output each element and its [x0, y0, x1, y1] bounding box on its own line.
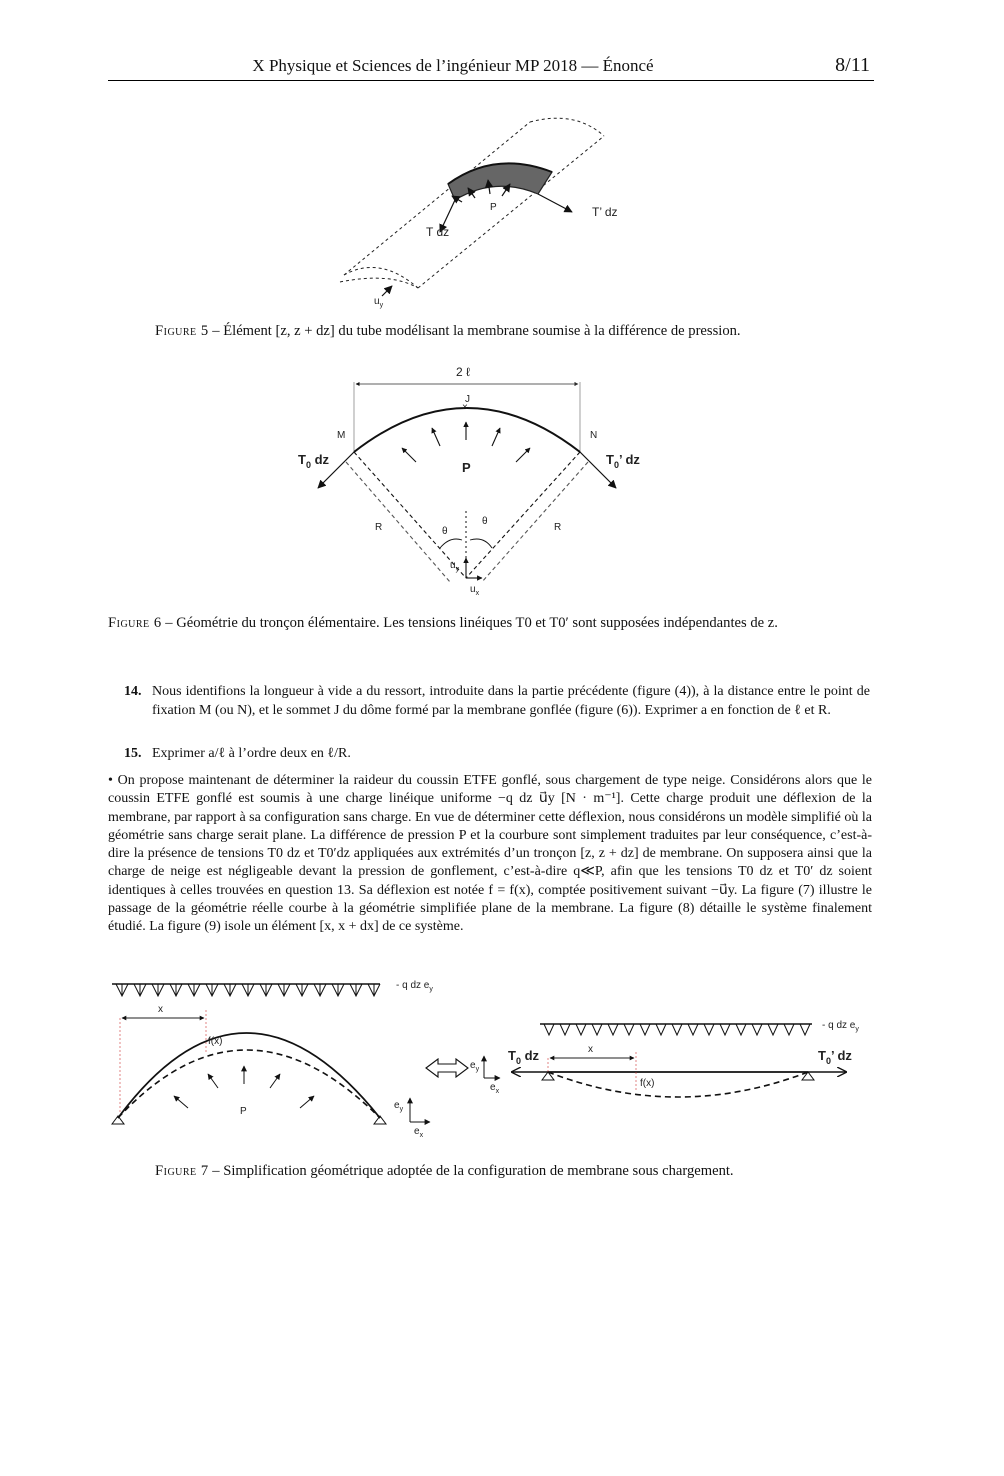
fig7-curved-membrane [118, 1033, 380, 1118]
fig6-P-label: P [462, 460, 471, 475]
fig6-T0p-suffix: ’ dz [618, 452, 640, 467]
fig7-load-left-sub: y [429, 986, 433, 993]
figure-7-caption-text: – Simplification géométrique adoptée de la configuration de membrane sous chargement. [208, 1163, 734, 1179]
svg-text:×: × [462, 402, 468, 413]
question-15-number: 15. [124, 746, 142, 761]
fig7-fx-right-label: f(x) [640, 1078, 655, 1089]
fig7-ey-mid-sub: y [475, 1066, 480, 1073]
fig6-N-label: N [590, 430, 598, 441]
fig7-T0p-sub: 0 [825, 1056, 831, 1066]
fig6-T0p-label: T [606, 452, 614, 467]
svg-text:uy [374, 296, 384, 309]
svg-text:ey [394, 1100, 404, 1113]
fig7-fx-left-label: f(x) [208, 1036, 223, 1047]
figure-6 [290, 360, 670, 600]
svg-text:- q dz ey [396, 980, 433, 993]
fig7-ex-mid-label: e [490, 1082, 496, 1093]
body-paragraph: • On propose maintenant de déterminer la raideur du coussin ETFE gonflé, sous chargement de type neige. Considérons alors que le coussin ETFE gonflé est soumis à une charge linéique uniforme −q dz u⃗y [N · m⁻¹]. Cette charge produit une déflexion de la membrane, par rapport à sa configuration sans charge. En vue de déterminer cette déflexion, nous considérons un modèle simplifié où la géométrie sans charge serait plane. La différence de pression P et la courbure sont simplement traduites par leur conséquence, c’est-à-dire la présence de tensions T0 dz et T0′dz appliquées aux extrémités d’un tronçon [z, z + dz] de membrane. On supposera ainsi que la charge de neige est négligeable devant la pression de gonflement, c’est-à-dire q≪P, afin que les tensions T0 dz et T0′ dz soient identiques à celles trouvées en question 13. Sa déflexion est notée f = f(x), comptée positivement suivant −u⃗y. La figure (7) illustre le passage de la géométrie réelle courbe à la géométrie simplifiée plane de la membrane. La figure (8) détaille le système finalement étudié. La figure (9) isole un élément [x, x + dx] de ce système. [108, 773, 872, 935]
figure-6-caption-text: – Géométrie du tronçon élémentaire. Les tensions linéiques T0 et T0′ sont supposées indépendantes de z. [161, 615, 778, 631]
fig7-flat-deflection [548, 1072, 808, 1097]
svg-text:T0’ dz [606, 452, 640, 470]
fig6-T0p-sub: 0 [613, 460, 619, 470]
question-14 [124, 682, 870, 742]
header-title: X Physique et Sciences de l’ingénieur MP 2018 — Énoncé [252, 56, 654, 75]
page-number: 8/11 [835, 54, 870, 76]
svg-text:ux [470, 584, 480, 597]
fig6-ux-label: u [470, 584, 476, 595]
fig7-load-right-label: - q dz e [822, 1020, 856, 1031]
fig7-T0p-suffix: ’ dz [830, 1048, 852, 1063]
fig7-deflected-membrane [118, 1050, 380, 1118]
figure-7 [108, 972, 868, 1142]
fig7-load-left-label: - q dz e [396, 980, 430, 991]
svg-text:T0’ dz [818, 1048, 852, 1066]
fig7-x-left-label: x [158, 1004, 163, 1015]
fig7-ey-label: e [394, 1100, 400, 1111]
fig6-uy-sub: y [455, 566, 460, 573]
fig7-ex-label: e [414, 1126, 420, 1137]
figure-5-caption-label: Figure 5 [155, 323, 209, 339]
figure-5-caption-text: – Élément [z, z + dz] du tube modélisant la membrane soumise à la différence de pression. [208, 323, 741, 339]
fig7-load-right-sub: y [855, 1026, 859, 1033]
fig6-T0-label: T [298, 452, 306, 467]
fig6-T0-sub: 0 [305, 460, 311, 470]
fig6-theta-left: θ [442, 526, 448, 537]
fig7-T0-suffix: dz [520, 1048, 540, 1063]
svg-text:ex [490, 1082, 500, 1095]
question-15-text: Exprimer a/ℓ à l’ordre deux en ℓ/R. [152, 746, 351, 761]
fig7-T0-label: T [508, 1048, 516, 1063]
fig5-uy-sub: y [379, 302, 384, 309]
figure-7-caption-label: Figure 7 [155, 1163, 209, 1179]
question-14-number: 14. [124, 684, 142, 699]
fig6-J-label: J [465, 394, 470, 405]
fig6-T0-suffix: dz [310, 452, 330, 467]
fig7-ex-mid-sub: x [495, 1088, 500, 1095]
fig5-pressure-label: P [490, 202, 497, 213]
membrane-element [448, 163, 552, 200]
question-15 [124, 744, 870, 766]
svg-text:- q dz ey [822, 1020, 859, 1033]
fig7-pressure-label: P [240, 1106, 247, 1117]
figure-7-caption [155, 1160, 855, 1182]
fig7-T0-sub: 0 [515, 1056, 521, 1066]
figure-6-caption [108, 612, 872, 634]
svg-text:T0 dz [508, 1048, 540, 1066]
fig6-M-label: M [337, 430, 346, 441]
fig6-R-right: R [554, 522, 562, 533]
svg-text:uy [450, 560, 460, 573]
fig5-tension-right-label: T’ dz [592, 205, 618, 219]
fig7-ex-sub: x [419, 1132, 424, 1139]
fig6-ux-sub: x [475, 590, 480, 597]
fig5-uy-label: u [374, 296, 380, 307]
figure-5-caption [155, 320, 855, 342]
fig5-tension-left-label: T dz [426, 225, 450, 239]
fig6-uy-label: u [450, 560, 456, 571]
svg-text:ex [414, 1126, 424, 1139]
fig6-theta-right: θ [482, 516, 488, 527]
svg-text:ey [470, 1060, 480, 1073]
question-14-text: Nous identifions la longueur à vide a du ressort, introduite dans la partie précédente (figure (4)), à la distance entre le point de fixation M (ou N), et le sommet J du dôme formé par la membrane gonflée (figure (6)). Exprimer a en fonction de ℓ et R. [152, 684, 870, 718]
equivalence-arrow [426, 1059, 468, 1077]
fig7-ey-mid-label: e [470, 1060, 476, 1071]
fig7-x-right-label: x [588, 1044, 593, 1055]
fig7-ey-sub: y [399, 1106, 404, 1113]
page-header [108, 54, 874, 81]
svg-text:T0 dz [298, 452, 330, 470]
figure-6-caption-label: Figure 6 [108, 615, 162, 631]
fig6-width-label: 2 ℓ [456, 365, 470, 379]
fig6-membrane-arc [354, 408, 580, 452]
figure-5 [330, 110, 650, 310]
fig6-R-left: R [375, 522, 383, 533]
fig7-T0p-label: T [818, 1048, 826, 1063]
